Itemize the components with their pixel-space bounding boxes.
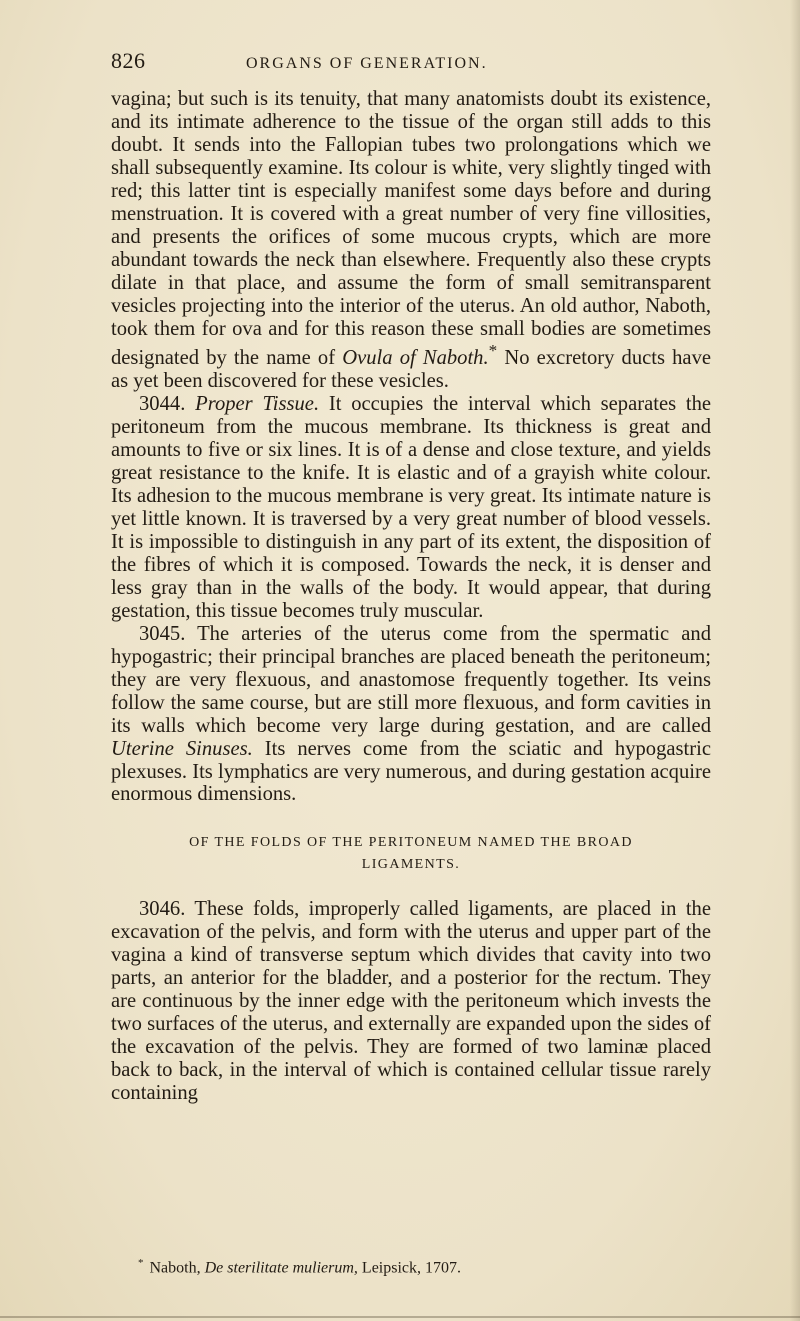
page-bottom-edge [0, 1316, 800, 1318]
paragraph-3044 [111, 393, 711, 623]
page-number: 826 [111, 48, 146, 73]
italic-term: Uterine Sinuses. [111, 737, 253, 760]
paragraph-number: 3045. [139, 622, 186, 645]
page-edge-shadow [790, 0, 800, 1321]
paragraph-text: Its nerves come from the sciatic and hypogastric plexuses. Its lymphatics are very numerous, and during gestation acquire enormous dimensions. [111, 737, 711, 806]
running-head: ORGANS OF GENERATION. [246, 55, 488, 72]
footnote-mark: * [138, 1257, 144, 1269]
footnote [138, 1253, 738, 1278]
footnote-author: Naboth, [149, 1259, 201, 1277]
paragraph-text: No excretory ducts have as yet been discovered for these vesicles. [111, 347, 712, 393]
footnote-reference: * [488, 341, 498, 361]
paragraph-text: It occupies the interval which separates the peritoneum from the mucous membrane. Its thickness is great and amounts to five or six lines. It is of a dense and close texture, and yields great resistance to the knife. It is elastic and of a grayish white colour. Its adhesion to the mucous membrane is very great. Its intimate nature is yet little known. It is traversed by a very great number of blood vessels. It is impossible to distinguish in any part of its extent, the disposition of the fibres of which it is composed. Towards the neck, it is denser and less gray than in the walls of the body. It would appear, that during gestation, this tissue becomes truly muscular. [111, 393, 712, 622]
section-heading-line: LIGAMENTS. [361, 857, 461, 873]
paragraph-text: The arteries of the uterus come from the spermatic and hypogastric; their principal branches are placed beneath the peritoneum; they are very flexuous, and anastomose frequently together. Its veins follow the same course, but are still more flexuous, and form cavities in its walls which become very large during gestation, and are called [111, 622, 711, 737]
body-text [111, 88, 711, 1105]
paragraph-title: Proper Tissue. [195, 393, 320, 416]
section-heading-line: OF THE FOLDS OF THE PERITONEUM NAMED THE BROAD [189, 835, 633, 851]
section-heading [111, 832, 711, 876]
paragraph-number: 3044. [139, 393, 186, 416]
paragraph-3046 [111, 898, 711, 1105]
paragraph-text: These folds, improperly called ligaments, are placed in the excavation of the pelvis, and form with the uterus and upper part of the vagina a kind of transverse septum which divides that cavity into two parts, an anterior for the bladder, and a posterior for the rectum. They are continuous by the inner edge with the peritoneum which invests the two surfaces of the uterus, and externally are expanded upon the sides of the excavation of the pelvis. They are formed of two laminæ placed back to back, in the interval of which is contained cellular tissue rarely containing [111, 898, 711, 1105]
paragraph-text: vagina; but such is its tenuity, that many anatomists doubt its existence, and its intimate adherence to the tissue of the organ still adds to this doubt. It sends into the Fallopian tubes two prolongations which we shall subsequently examine. Its colour is white, very slightly tinged with red; this latter tint is especially manifest some days before and during menstruation. It is covered with a great number of very fine villosities, and presents the orifices of some mucous crypts, which are more abundant towards the neck than elsewhere. Frequently also these crypts dilate in that place, and assume the form of small semitransparent vesicles projecting into the interior of the uterus. An old author, Naboth, took them for ova and for this reason these small bodies are sometimes designated by the name of [111, 88, 711, 370]
paragraph-3045 [111, 623, 711, 807]
footnote-title: De sterilitate mulierum, [204, 1259, 358, 1277]
footnote-publication: Leipsick, 1707. [361, 1259, 462, 1277]
paragraph-continuation [111, 88, 711, 393]
page-header [111, 48, 711, 82]
paragraph-number: 3046. [139, 898, 186, 921]
italic-term: Ovula of Naboth. [342, 347, 489, 370]
